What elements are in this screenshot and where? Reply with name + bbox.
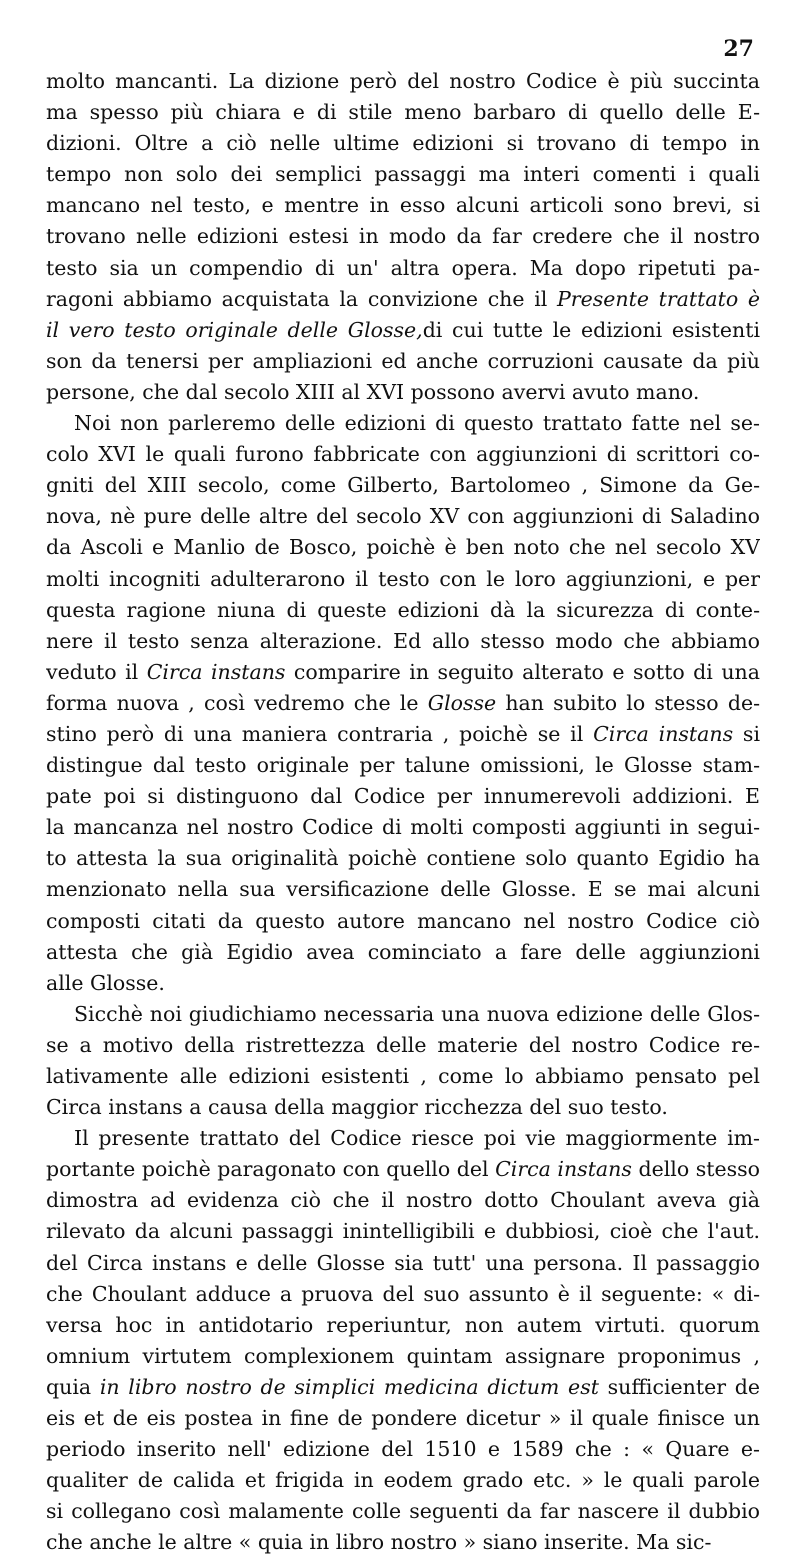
text-line <box>46 1403 760 1434</box>
text-segment: forma nuova , così vedremo che le <box>46 690 428 715</box>
text-segment: eis et de eis postea in fine de pondere dicetur » il quale finisce un <box>46 1406 760 1431</box>
text-segment: del Circa instans e delle Glosse sia tutt' una persona. Il passaggio <box>46 1250 760 1275</box>
text-segment: stino però di una maniera contraria , poichè se il <box>46 721 594 746</box>
text-segment: si <box>733 721 760 746</box>
text-line <box>46 999 760 1030</box>
text-segment: dizioni. Oltre a ciò nelle ultime edizioni si trovano di tempo in <box>46 131 760 156</box>
text-segment: di cui tutte le edizioni esistenti <box>422 317 760 342</box>
text-segment: omnium virtutem complexionem quintam assignare proponimus , <box>46 1343 760 1368</box>
text-segment: nere il testo senza alterazione. Ed allo stesso modo che abbiamo <box>46 628 760 653</box>
text-segment: portante poichè paragonato con quello del <box>46 1157 496 1182</box>
text-segment: se a motivo della ristrettezza delle materie del nostro Codice re- <box>46 1032 760 1057</box>
text-segment: Sicchè noi giudichiamo necessaria una nuova edizione delle Glos- <box>74 1001 760 1026</box>
paragraph <box>46 1123 760 1558</box>
text-line <box>46 937 760 968</box>
text-segment: versa hoc in antidotario reperiuntur, non autem virtuti. quorum <box>46 1312 760 1337</box>
text-segment: persone, che dal secolo XIII al XVI possono avervi avuto mano. <box>46 379 700 404</box>
italic-text: Glosse <box>427 690 497 715</box>
text-segment: to attesta la sua originalità poichè contiene solo quanto Egidio ha <box>46 846 760 871</box>
text-segment: la mancanza nel nostro Codice di molti composti aggiunti in segui- <box>46 815 760 840</box>
text-segment: si collegano così malamente colle seguenti da far nascere il dubbio <box>46 1499 760 1524</box>
text-segment: Il presente trattato del Codice riesce poi vie maggiormente im- <box>74 1126 760 1151</box>
text-line <box>46 968 760 999</box>
text-line <box>46 564 760 595</box>
text-line <box>46 657 760 688</box>
text-segment: questa ragione niuna di queste edizioni dà la sicurezza di conte- <box>46 597 760 622</box>
paragraph <box>46 66 760 408</box>
body-text <box>46 66 760 1559</box>
text-segment: mancano nel testo, e mentre in esso alcuni articoli sono brevi, si <box>46 193 760 218</box>
text-line <box>46 284 760 315</box>
text-segment: testo sia un compendio di un' altra opera. Ma dopo ripetuti pa- <box>46 255 760 280</box>
text-line <box>46 1154 760 1185</box>
text-segment: composti citati da questo autore mancano nel nostro Codice ciò <box>46 908 760 933</box>
text-line <box>46 1030 760 1061</box>
text-line <box>46 812 760 843</box>
text-segment: ma spesso più chiara e di stile meno barbaro di quello delle E- <box>46 100 760 125</box>
text-line <box>46 750 760 781</box>
text-line <box>46 781 760 812</box>
italic-text: Circa instans <box>146 659 286 684</box>
text-segment: ragoni abbiamo acquistata la convizione che il <box>46 286 557 311</box>
text-segment: nova, nè pure delle altre del secolo XV con aggiunzioni di Saladino <box>46 504 760 529</box>
text-segment: periodo inserito nell' edizione del 1510 e 1589 che : « Quare e- <box>46 1437 760 1462</box>
text-line <box>46 1496 760 1527</box>
text-segment: Noi non parleremo delle edizioni di questo trattato fatte nel se- <box>74 411 760 436</box>
text-line <box>46 1123 760 1154</box>
text-segment: comparire in seguito alterato e sotto di una <box>285 659 760 684</box>
text-segment: lativamente alle edizioni esistenti , come lo abbiamo pensato pel <box>46 1064 760 1088</box>
text-line <box>46 688 760 719</box>
text-segment: Circa instans a causa della maggior ricchezza del suo testo. <box>46 1095 668 1120</box>
text-line <box>46 626 760 657</box>
text-line <box>46 1372 760 1403</box>
italic-text: Circa instans <box>495 1157 632 1182</box>
italic-text: Circa instans <box>593 721 734 746</box>
text-line <box>46 221 760 252</box>
text-segment: quia <box>46 1374 100 1399</box>
text-line <box>46 190 760 221</box>
text-line <box>46 595 760 626</box>
text-line <box>46 1279 760 1310</box>
text-line <box>46 470 760 501</box>
text-line <box>46 439 760 470</box>
text-line <box>46 1434 760 1465</box>
paragraph <box>46 999 760 1123</box>
text-segment: menzionato nella sua versificazione delle Glosse. E se mai alcuni <box>46 877 760 902</box>
text-line <box>46 1216 760 1247</box>
text-segment: distingue dal testo originale per talune omissioni, le Glosse stam- <box>46 753 760 778</box>
text-line <box>46 1527 760 1558</box>
text-segment: veduto il <box>46 659 147 684</box>
text-line <box>46 1185 760 1216</box>
page-number: 27 <box>723 36 754 62</box>
text-line <box>46 66 760 97</box>
text-segment: da Ascoli e Manlio de Bosco, poichè è ben noto che nel secolo XV <box>46 535 760 560</box>
text-segment: gniti del XIII secolo, come Gilberto, Bartolomeo , Simone da Ge- <box>46 473 760 498</box>
text-segment: han subito lo stesso de- <box>496 690 760 715</box>
text-segment: alle Glosse. <box>46 970 165 995</box>
text-segment: sufficienter de <box>598 1374 760 1399</box>
text-segment: rilevato da alcuni passaggi inintelligibili e dubbiosi, cioè che l'aut. <box>46 1219 760 1244</box>
text-line <box>46 128 760 159</box>
text-segment: tempo non solo dei semplici passaggi ma interi comenti i quali <box>46 162 760 187</box>
text-segment: attesta che già Egidio avea cominciato a fare delle aggiunzioni <box>46 939 760 964</box>
text-line <box>46 874 760 905</box>
text-line <box>46 346 760 377</box>
text-line <box>46 719 760 750</box>
text-line <box>46 501 760 532</box>
italic-text: Presente trattato è <box>557 286 760 311</box>
text-line <box>46 1341 760 1372</box>
text-line <box>46 1061 760 1092</box>
text-line <box>46 843 760 874</box>
text-line <box>46 97 760 128</box>
text-segment: che Choulant adduce a pruova del suo assunto è il seguente: « di- <box>46 1281 760 1306</box>
text-segment: dello stesso <box>631 1157 760 1182</box>
text-segment: qualiter de calida et frigida in eodem grado etc. » le quali parole <box>46 1468 760 1493</box>
paragraph <box>46 408 760 999</box>
italic-text: il vero testo originale delle Glosse, <box>46 317 423 342</box>
text-line <box>46 315 760 346</box>
text-line <box>46 532 760 563</box>
text-line <box>46 1092 760 1123</box>
text-segment: molto mancanti. La dizione però del nostro Codice è più succinta <box>46 69 760 93</box>
italic-text: in libro nostro de simplici medicina dictum est <box>99 1374 599 1399</box>
text-segment: dimostra ad evidenza ciò che il nostro dotto Choulant aveva già <box>46 1188 760 1213</box>
text-line <box>46 1310 760 1341</box>
text-segment: pate poi si distinguono dal Codice per innumerevoli addizioni. E <box>46 784 760 809</box>
text-line <box>46 1248 760 1279</box>
text-line <box>46 408 760 439</box>
text-line <box>46 253 760 284</box>
text-segment: colo XVI le quali furono fabbricate con aggiunzioni di scrittori co- <box>46 442 760 467</box>
text-line <box>46 906 760 937</box>
text-line <box>46 377 760 408</box>
text-segment: trovano nelle edizioni estesi in modo da far credere che il nostro <box>46 224 760 249</box>
text-line <box>46 1465 760 1496</box>
text-segment: molti incogniti adulterarono il testo con le loro aggiunzioni, e per <box>46 566 760 591</box>
text-segment: son da tenersi per ampliazioni ed anche corruzioni causate da più <box>46 348 760 373</box>
text-line <box>46 159 760 190</box>
text-segment: che anche le altre « quia in libro nostro » siano inserite. Ma sic- <box>46 1530 712 1555</box>
